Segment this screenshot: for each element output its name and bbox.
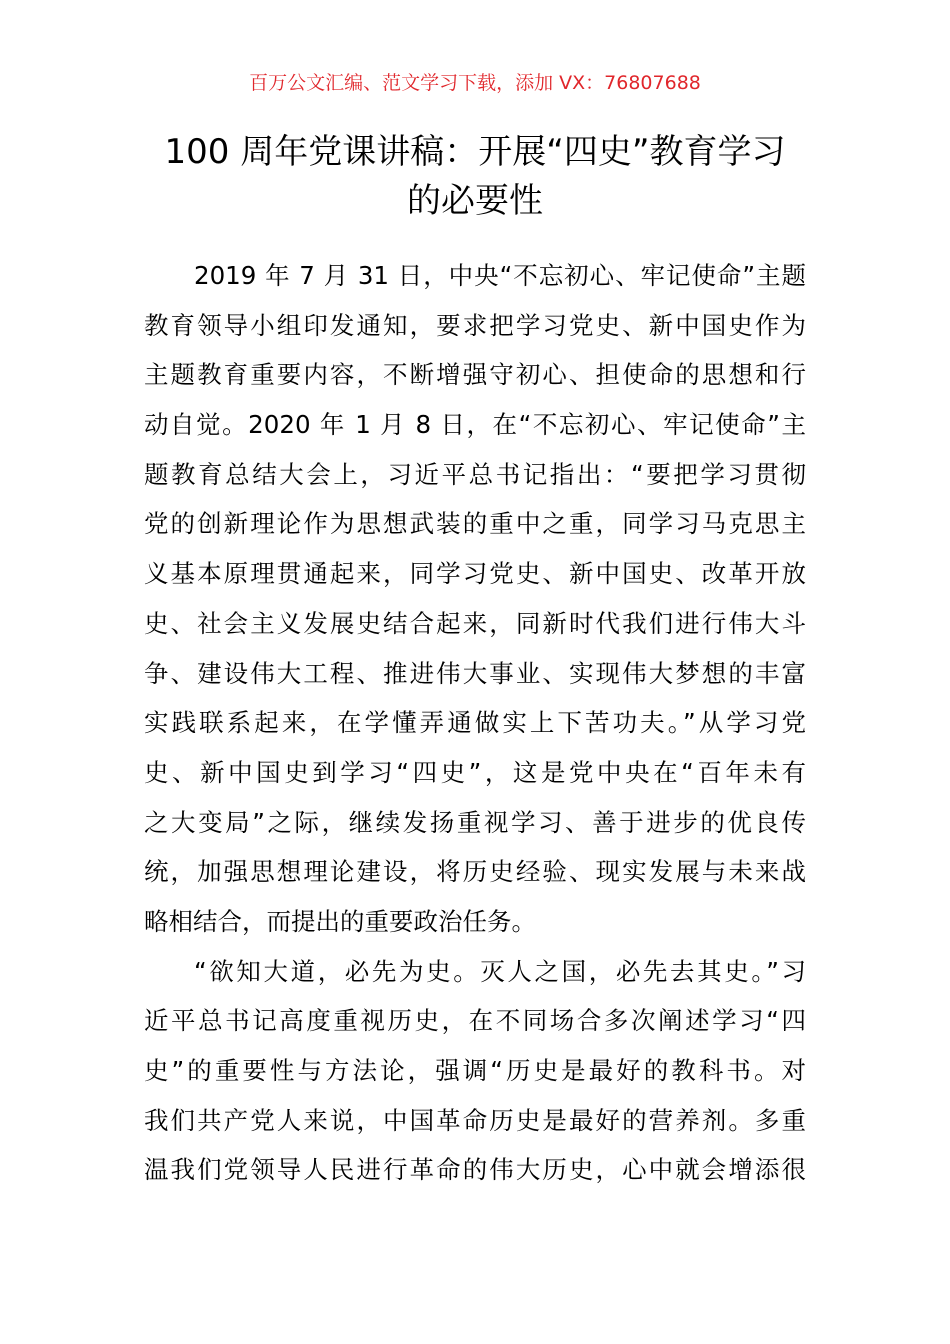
watermark-header: 百万公文汇编、范文学习下载，添加 VX：76807688 bbox=[249, 72, 701, 94]
document-body bbox=[144, 251, 806, 1195]
paragraph-1 bbox=[144, 251, 806, 947]
text-line: 题教育总结大会上，习近平总书记指出：“要把学习贯彻 bbox=[144, 459, 806, 489]
text-line: 党的创新理论作为思想武装的重中之重，同学习马克思主 bbox=[144, 509, 806, 539]
text-line: 主题教育重要内容，不断增强守初心、担使命的思想和行 bbox=[144, 360, 806, 390]
text-line: 略相结合，而提出的重要政治任务。 bbox=[144, 906, 536, 936]
title-line-1: 100 周年党课讲稿：开展“四史”教育学习 bbox=[164, 132, 786, 172]
text-line: 史、新中国史到学习“四史”，这是党中央在“百年未有 bbox=[144, 757, 806, 787]
text-line: 史”的重要性与方法论，强调“历史是最好的教科书。对 bbox=[144, 1056, 806, 1085]
text-line: 温我们党领导人民进行革命的伟大历史，心中就会增添很 bbox=[144, 1155, 806, 1185]
paragraph-2 bbox=[144, 947, 806, 1195]
text-line: 近平总书记高度重视历史，在不同场合多次阐述学习“四 bbox=[144, 1006, 806, 1036]
text-line: 动自觉。2020 年 1 月 8 日，在“不忘初心、牢记使命”主 bbox=[144, 410, 806, 440]
document-title bbox=[120, 128, 830, 226]
title-line-2: 的必要性 bbox=[407, 181, 543, 221]
text-line: 史、社会主义发展史结合起来，同新时代我们进行伟大斗 bbox=[144, 608, 806, 638]
text-line: 之大变局”之际，继续发扬重视学习、善于进步的优良传 bbox=[144, 807, 806, 837]
text-line: 我们共产党人来说，中国革命历史是最好的营养剂。多重 bbox=[144, 1105, 806, 1135]
text-line: 义基本原理贯通起来，同学习党史、新中国史、改革开放 bbox=[144, 559, 806, 589]
text-line: 2019 年 7 月 31 日，中央“不忘初心、牢记使命”主题 bbox=[194, 261, 806, 290]
text-line: 争、建设伟大工程、推进伟大事业、实现伟大梦想的丰富 bbox=[144, 658, 806, 688]
text-line: “欲知大道，必先为史。灭人之国，必先去其史。”习 bbox=[194, 956, 806, 986]
text-line: 教育领导小组印发通知，要求把学习党史、新中国史作为 bbox=[144, 310, 806, 340]
text-line: 统，加强思想理论建设，将历史经验、现实发展与未来战 bbox=[144, 857, 806, 887]
text-line: 实践联系起来，在学懂弄通做实上下苦功夫。”从学习党 bbox=[144, 708, 806, 738]
